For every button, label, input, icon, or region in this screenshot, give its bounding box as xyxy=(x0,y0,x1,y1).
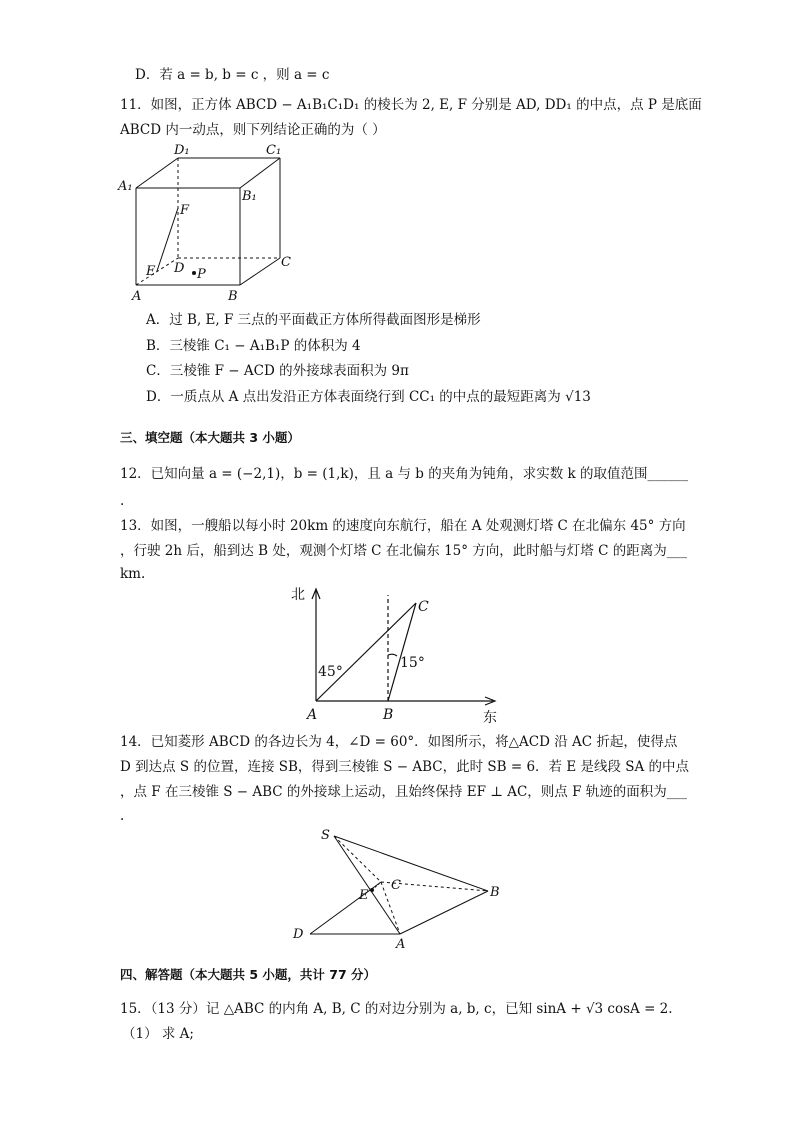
q11-option-a: A．过 B, E, F 三点的平面截正方体所得截面图形是梯形 xyxy=(146,312,481,328)
label-c1: C₁ xyxy=(266,143,282,158)
label-a1: A₁ xyxy=(118,179,133,194)
label-e: E xyxy=(359,888,369,903)
q15-part1: （1） 求 A; xyxy=(122,1026,194,1042)
q15-line1: 15．（13 分）记 △ABC 的内角 A, B, C 的对边分别为 a, b, c，已知 sinA + √3 cosA = 2. xyxy=(120,1001,673,1017)
label-b: B xyxy=(228,289,238,304)
edge-sb xyxy=(334,836,488,891)
edge-b1c1 xyxy=(240,158,280,188)
q11-stem-line1: 11．如图，正方体 ABCD − A₁B₁C₁D₁ 的棱长为 2, E, F 分别是 AD, DD₁ 的中点，点 P 是底面 xyxy=(120,97,702,113)
edge-ad-hidden xyxy=(136,258,178,285)
cube-figure xyxy=(112,140,302,308)
q11-stem-line2: ABCD 内一动点，则下列结论正确的为（ ） xyxy=(120,122,386,138)
section-3-title: 三、填空题（本大题共 3 小题） xyxy=(120,430,300,445)
point-p xyxy=(192,271,196,275)
q14-line3: ，点 F 在三棱锥 S − ABC 的外接球上运动，且始终保持 EF ⊥ AC，则点 F 轨迹的面积为___ xyxy=(120,784,687,800)
segment-bc xyxy=(388,603,416,701)
label-45: 45° xyxy=(318,664,343,680)
label-c: C xyxy=(391,878,401,893)
label-s: S xyxy=(321,828,330,843)
q10-option-d: D．若 a = b, b = c ，则 a = c xyxy=(135,67,330,83)
label-d: D xyxy=(293,927,304,942)
label-a: A xyxy=(132,289,142,304)
label-b: B xyxy=(490,885,500,900)
label-c: C xyxy=(281,255,291,270)
label-a: A xyxy=(307,707,318,723)
point-e xyxy=(370,888,374,892)
label-b: B xyxy=(383,707,394,723)
q11-option-b: B．三棱锥 C₁ − A₁B₁P 的体积为 4 xyxy=(146,338,361,354)
label-b1: B₁ xyxy=(242,189,257,204)
edge-a1d1 xyxy=(136,158,178,188)
label-north: 北 xyxy=(291,587,305,603)
q13-line3: km. xyxy=(120,566,146,582)
navigation-figure xyxy=(285,583,505,728)
q14-line2: D 到达点 S 的位置，连接 SB，得到三棱锥 S − ABC，此时 SB = 6．若 E 是线段 SA 的中点 xyxy=(120,759,690,775)
edge-bc xyxy=(240,258,280,285)
q11-option-c: C．三棱锥 F − ACD 的外接球表面积为 9π xyxy=(146,363,409,379)
label-c: C xyxy=(418,599,429,615)
q12-line2: . xyxy=(120,493,125,509)
q11-option-d: D．一质点从 A 点出发沿正方体表面绕行到 CC₁ 的中点的最短距离为 √13 xyxy=(146,389,591,405)
q12-line1: 12．已知向量 a = (−2,1)，b = (1,k)，且 a 与 b 的夹角为钝角，求实数 k 的取值范围______ xyxy=(120,466,688,482)
label-east: 东 xyxy=(483,710,497,726)
q13-line1: 13．如图，一艘船以每小时 20km 的速度向东航行，船在 A 处观测灯塔 C 在北偏东 45° 方向 xyxy=(120,518,686,534)
label-e: E xyxy=(146,264,156,279)
q13-line2: ，行驶 2h 后，船到达 B 处，观测个灯塔 C 在北偏东 15° 方向，此时船与灯塔 C 的距离为___ xyxy=(120,543,687,559)
section-4-title: 四、解答题（本大题共 5 小题，共计 77 分） xyxy=(120,967,377,982)
angle-15-arc xyxy=(388,654,397,656)
segment-ac xyxy=(316,603,416,701)
q14-line1: 14．已知菱形 ABCD 的各边长为 4，∠D = 60°．如图所示，将△ACD 沿 AC 折起，使得点 xyxy=(120,734,678,750)
label-d: D xyxy=(174,261,185,276)
q14-line4: . xyxy=(120,808,125,824)
edge-sc-hidden xyxy=(334,836,381,882)
label-15: 15° xyxy=(400,655,425,671)
label-f: F xyxy=(180,203,190,218)
label-p: P xyxy=(197,267,206,282)
label-a: A xyxy=(396,937,406,950)
label-d1: D₁ xyxy=(174,143,190,158)
pyramid-figure xyxy=(285,822,510,950)
edge-ab xyxy=(400,891,488,934)
